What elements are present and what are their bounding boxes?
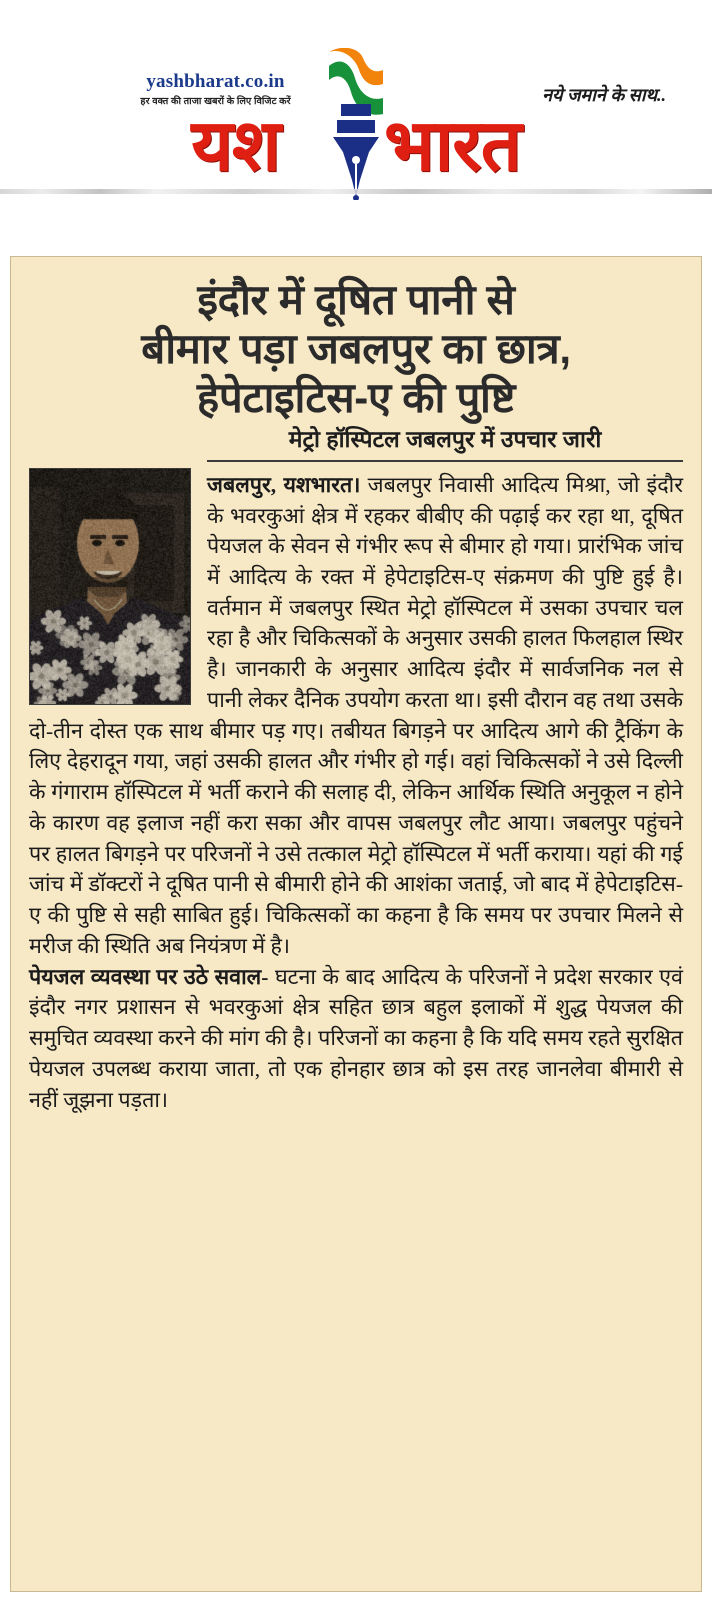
- subheading-divider: [207, 460, 683, 462]
- logo-word-yash: यश: [191, 105, 280, 186]
- page-title: [29, 275, 683, 422]
- article-subheading: मेट्रो हॉस्पिटल जबलपुर में उपचार जारी: [288, 426, 602, 453]
- student-portrait-image: [30, 469, 190, 704]
- headline-line-1: इंदौर में दूषित पानी से: [197, 276, 515, 323]
- subheading-block: [29, 426, 683, 461]
- section-heading: पेयजल व्यवस्था पर उठे सवाल-: [29, 964, 269, 989]
- headline-line-2: बीमार पड़ा जबलपुर का छात्र,: [141, 325, 571, 373]
- masthead-url-block: [108, 72, 323, 107]
- masthead-tagline: नये जमाने के साथ..: [542, 85, 666, 105]
- dateline: जबलपुर, यशभारत।: [207, 472, 361, 497]
- article-paragraph-2: [29, 962, 683, 1116]
- headline-line-3: हेपेटाइटिस-ए की पुष्टि: [196, 374, 516, 422]
- article-photo: [29, 468, 191, 705]
- tricolour-pen-nib-icon: [313, 48, 399, 200]
- masthead-divider: [0, 189, 712, 194]
- masthead: [0, 0, 712, 200]
- logo-word-bharat: भारत: [383, 105, 521, 186]
- paragraph-2-text: घटना के बाद आदित्य के परिजनों ने प्रदेश सरकार एवं इंदौर नगर प्रशासन से भवरकुआं क्षेत्र सहित छात्र बहुल इलाकों में शुद्ध पेयजल की समुचित व्यवस्था करने की मांग की है। परिजनों का कहना है कि यदि समय रहते सुरक्षित पेयजल उपलब्ध कराया जाता, तो एक होनहार छात्र को इस तरह जानलेवा बीमारी से नहीं जूझना पड़ता।: [29, 964, 683, 1112]
- website-url[interactable]: yashbharat.co.in: [146, 71, 285, 92]
- article-card: [10, 256, 702, 1592]
- website-url-subtitle: हर वक्त की ताजा खबरों के लिए विजिट करें: [140, 96, 291, 107]
- paragraph-1-text: जबलपुर निवासी आदित्य मिश्रा, जो इंदौर के भवरकुआं क्षेत्र में रहकर बीबीए की पढ़ाई कर रहा था, दूषित पेयजल के सेवन से गंभीर रूप से बीमार हो गया। प्रारंभिक जांच में आदित्य के रक्त में हेपेटाइटिस-ए संक्रमण की पुष्टि हुई है। वर्तमान में जबलपुर स्थित मेट्रो हॉस्पिटल में उसका उपचार चल रहा है और चिकित्सकों के अनुसार उसकी हालत फिलहाल स्थिर है। जानकारी के अनुसार आदित्य इंदौर में सार्वजनिक नल से पानी लेकर दैनिक उपयोग करता था। इसी दौरान वह तथा उसके दो-तीन दोस्त एक साथ बीमार पड़ गए। तबीयत बिगड़ने पर आदित्य आगे की ट्रैकिंग के लिए देहरादून गया, जहां उसकी हालत और गंभीर हो गई। वहां चिकित्सकों ने उसे दिल्ली के गंगाराम हॉस्पिटल में भर्ती कराने की सलाह दी, लेकिन आर्थिक स्थिति अनुकूल न होने के कारण वह इलाज नहीं करा सका और वापस जबलपुर लौट आया। जबलपुर पहुंचने पर हालत बिगड़ने पर परिजनों ने उसे तत्काल मेट्रो हॉस्पिटल में भर्ती कराया। यहां की गई जांच में डॉक्टरों ने दूषित पानी से बीमारी होने की आशंका जताई, जो बाद में हेपेटाइटिस-ए की पुष्टि से सही साबित हुई। चिकित्सकों का कहना है कि समय पर उपचार मिलने से मरीज की स्थिति अब नियंत्रण में है।: [29, 472, 683, 958]
